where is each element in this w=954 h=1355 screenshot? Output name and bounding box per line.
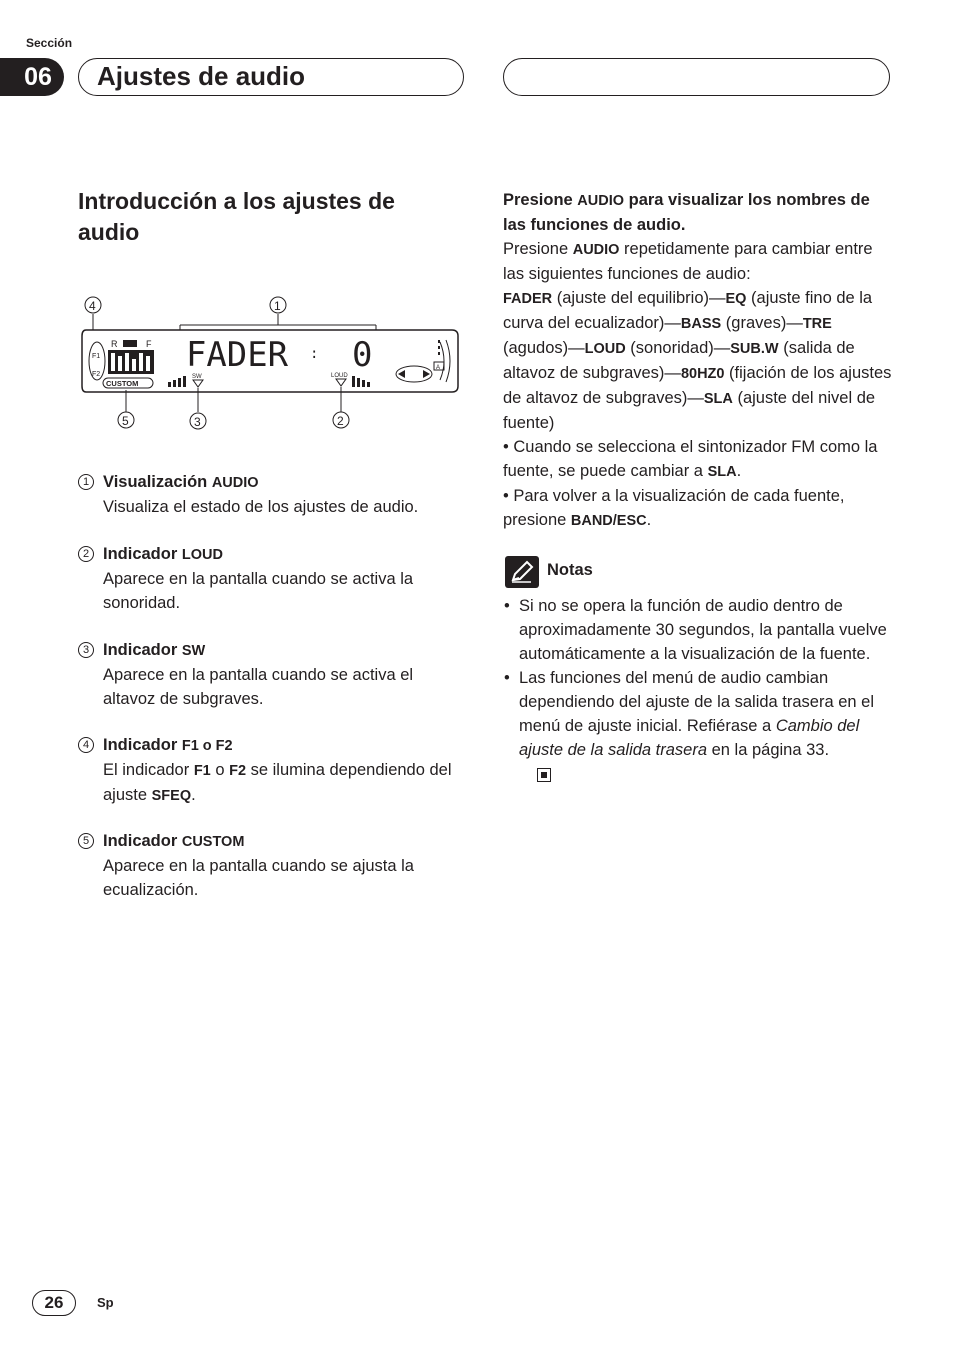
item-number: 2 [78, 546, 94, 562]
custom-indicator: CUSTOM [106, 379, 139, 388]
page-title: Ajustes de audio [97, 61, 306, 91]
bullet-fm-sla: • Cuando se selecciona el sintonizador FM como la fuente, se puede cambiar a SLA. [503, 438, 878, 480]
display-colon: : [310, 346, 319, 362]
rf-right-label: F [146, 339, 152, 349]
item-indicador-custom [78, 829, 463, 902]
function-sequence: FADER (ajuste del equilibrio)—EQ (ajuste fino de la curva del ecualizador)—BASS (graves)—TRE (agudos)—LOUD (sonoridad)—SUB.W (salida de altavoz de subgraves)—80HZ0 (fijación de los ajustes de altavoz de subgraves)—SLA (ajuste del nivel de fuente) [503, 289, 892, 432]
item-head-keyword: SW [181, 643, 206, 659]
item-head: Indicador [103, 641, 182, 659]
end-mark-icon [537, 768, 551, 782]
item-indicador-f1-f2 [78, 733, 463, 808]
item-indicador-sw [78, 638, 463, 711]
f2-indicator: F2 [92, 371, 101, 378]
f1-indicator: F1 [92, 353, 101, 360]
notes-pencil-icon [505, 556, 539, 588]
intro-heading: Introducción a los ajustes de audio [78, 188, 395, 245]
callout-2: 2 [337, 414, 344, 428]
item-head: Indicador [103, 736, 182, 754]
item-head-keyword: AUDIO [211, 475, 259, 491]
item-body: Visualiza el estado de los ajustes de audio. [103, 498, 419, 516]
bullet-band-esc: • Para volver a la visualización de cada fuente, presione BAND/ESC. [503, 487, 845, 529]
item-head: Indicador [103, 545, 182, 563]
loud-indicator: LOUD [331, 373, 348, 379]
display-value: 0 [352, 335, 373, 375]
item-visualizacion-audio [78, 470, 463, 519]
item-head-keyword: LOUD [181, 547, 223, 563]
item-number: 1 [78, 474, 94, 490]
page-number: 26 [32, 1290, 76, 1316]
paragraph-cycle: Presione AUDIO repetidamente para cambiar entre las siguientes funciones de audio: [503, 240, 873, 283]
callout-1: 1 [274, 299, 281, 313]
rf-left-label: R [111, 339, 118, 349]
sw-indicator: SW [192, 374, 202, 380]
section-number: 06 [0, 58, 64, 96]
display-text: FADER [186, 335, 289, 375]
header-right-frame [503, 58, 890, 96]
note-item: • Si no se opera la función de audio dentro de aproximadamente 30 segundos, la pantalla vuelve automáticamente a la visualización de la fuente. [504, 597, 887, 663]
display-figure [78, 290, 460, 440]
note-item: • Las funciones del menú de audio cambian dependiendo del ajuste de la salida trasera en el menú de ajuste inicial. Refiérase a Cambio del ajuste de la salida trasera en la página 33. [503, 666, 893, 786]
item-number: 3 [78, 642, 94, 658]
notes-list [503, 594, 893, 786]
right-column [503, 188, 893, 533]
item-indicador-loud [78, 542, 463, 615]
section-label: Sección [26, 36, 73, 50]
callout-3: 3 [194, 415, 201, 429]
item-body: Aparece en la pantalla cuando se ajusta la ecualización. [103, 857, 414, 899]
lead-instruction: Presione AUDIO para visualizar los nombres de las funciones de audio. [503, 191, 870, 234]
item-head: Indicador [103, 832, 182, 850]
item-number: 5 [78, 833, 94, 849]
callout-4: 4 [89, 299, 96, 313]
item-head-keyword: CUSTOM [181, 834, 245, 850]
notes-heading: Notas [547, 561, 593, 579]
language-code: Sp [97, 1295, 114, 1310]
item-body: Aparece en la pantalla cuando se activa el altavoz de subgraves. [103, 666, 414, 708]
display-illustration [78, 290, 460, 440]
item-body: Aparece en la pantalla cuando se activa la sonoridad. [103, 570, 414, 612]
item-number: 4 [78, 737, 94, 753]
callout-5: 5 [122, 414, 129, 428]
ant-indicator: A [436, 365, 441, 371]
item-body: El indicador F1 o F2 se ilumina dependiendo del ajuste SFEQ. [103, 761, 452, 804]
item-head: Visualización [103, 473, 212, 491]
item-head-keyword: F1 o F2 [181, 738, 233, 754]
